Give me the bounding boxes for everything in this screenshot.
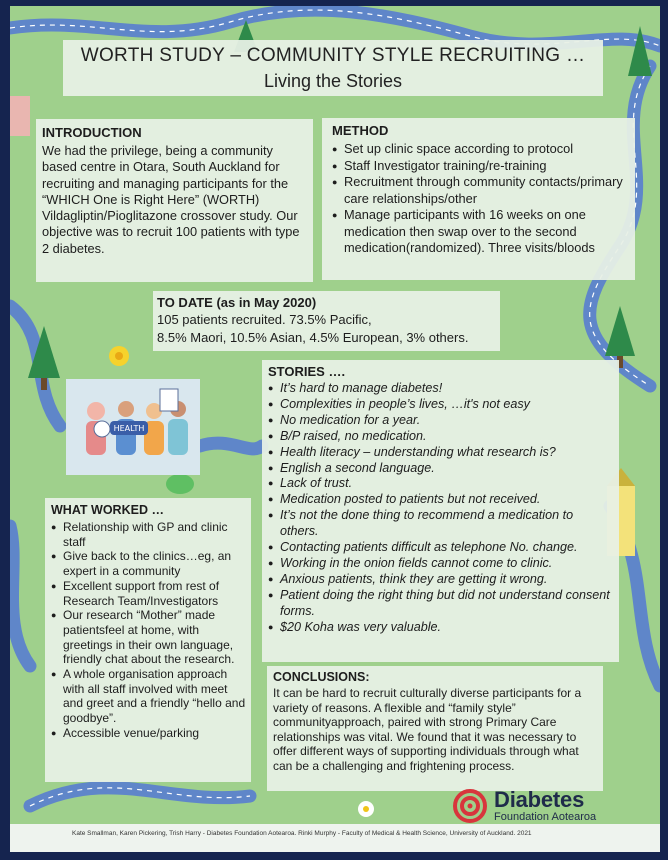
list-item: ● Working in the onion fields cannot come to clinic. <box>268 556 615 572</box>
stories-list <box>268 381 615 636</box>
stories-panel <box>262 360 619 662</box>
conclusions-heading: CONCLUSIONS: <box>273 670 370 684</box>
illustration-label: HEALTH <box>113 424 145 433</box>
list-item: ● Staff Investigator training/re-training <box>332 158 630 175</box>
to-date-heading: TO DATE (as in May 2020) <box>157 295 317 310</box>
method-panel <box>322 118 635 280</box>
what-worked-panel <box>45 498 251 782</box>
list-item: ● Medication posted to patients but not received. <box>268 492 615 508</box>
to-date-panel <box>153 291 500 351</box>
people-illustration <box>66 379 200 475</box>
spiral-icon <box>452 786 492 826</box>
introduction-heading: INTRODUCTION <box>42 125 142 140</box>
logo-subtitle: Foundation Aotearoa <box>494 811 597 823</box>
list-item: ● Give back to the clinics…eg, an expert in a community <box>51 549 247 578</box>
list-item: ● Manage participants with 16 weeks on one medication then swap over to the second medication(randomized). Three visits/bloods <box>332 207 630 257</box>
list-item: ● No medication for a year. <box>268 413 615 429</box>
what-worked-list <box>51 520 247 741</box>
list-item: ● Lack of trust. <box>268 476 615 492</box>
list-item: ● Relationship with GP and clinic staff <box>51 520 247 549</box>
list-item: ● English a second language. <box>268 461 615 477</box>
what-worked-heading: WHAT WORKED … <box>51 503 164 517</box>
title-panel <box>63 40 603 96</box>
list-item: ● Recruitment through community contacts/primary care relationships/other <box>332 174 630 207</box>
poster-subtitle: Living the Stories <box>263 71 403 91</box>
conclusions-text: It can be hard to recruit culturally diverse participants for a variety of reasons. A flexible and “family style” communityapproach, paired with strong Primary Care relationships was vital. We found that it was necessary to offer different ways of supporting individuals through what can be a challenging and frightening process. <box>273 686 582 773</box>
list-item: ● $20 Koha was very valuable. <box>268 620 615 636</box>
poster-title: WORTH STUDY – COMMUNITY STYLE RECRUITING … <box>80 45 586 66</box>
health-illustration <box>66 379 200 475</box>
poster <box>10 6 660 852</box>
list-item: ● Set up clinic space according to protocol <box>332 141 630 158</box>
logo-name: Diabetes <box>494 787 585 812</box>
list-item: ● Accessible venue/parking <box>51 726 247 741</box>
list-item: ● Our research “Mother” made patientsfeel at home, with greetings in their own language, friendly chat about the research. <box>51 608 247 667</box>
list-item: ● Complexities in people’s lives, …it's not easy <box>268 397 615 413</box>
diabetes-foundation-logo <box>450 786 608 826</box>
method-heading: METHOD <box>332 123 389 138</box>
conclusions-panel <box>267 666 603 791</box>
list-item: ● Patient doing the right thing but did not understand consent forms. <box>268 588 615 620</box>
to-date-line: 105 patients recruited. 73.5% Pacific, <box>157 312 372 327</box>
list-item: ● Health literacy – understanding what research is? <box>268 445 615 461</box>
introduction-panel <box>36 119 313 282</box>
introduction-text: We had the privilege, being a community based centre in Otara, South Auckland for recruiting and managing participants for the “WHICH One is Right Here” (WORTH) Vildagliptin/Pioglitazone crossover study. Our objective was to recruit 100 patients with type 2 diabetes. <box>42 143 300 256</box>
list-item: ● Excellent support from rest of Research Team/Investigators <box>51 579 247 608</box>
list-item: ● Anxious patients, think they are getting it wrong. <box>268 572 615 588</box>
list-item: ● It’s hard to manage diabetes! <box>268 381 615 397</box>
list-item: ● B/P raised, no medication. <box>268 429 615 445</box>
list-item: ● It’s not the done thing to recommend a medication to others. <box>268 508 615 540</box>
stories-heading: STORIES …. <box>268 364 346 379</box>
to-date-line: 8.5% Maori, 10.5% Asian, 4.5% European, 3% others. <box>157 330 469 345</box>
list-item: ● A whole organisation approach with all staff involved with meet and greet and a friendly “hello and goodbye”. <box>51 667 247 726</box>
method-list <box>332 141 630 257</box>
author-footer: Kate Smallman, Karen Pickering, Trish Harry - Diabetes Foundation Aotearoa. Rinki Murphy - Faculty of Medical & Health Science, University of Auckland. 2021 <box>10 824 660 852</box>
list-item: ● Contacting patients difficult as telephone No. change. <box>268 540 615 556</box>
